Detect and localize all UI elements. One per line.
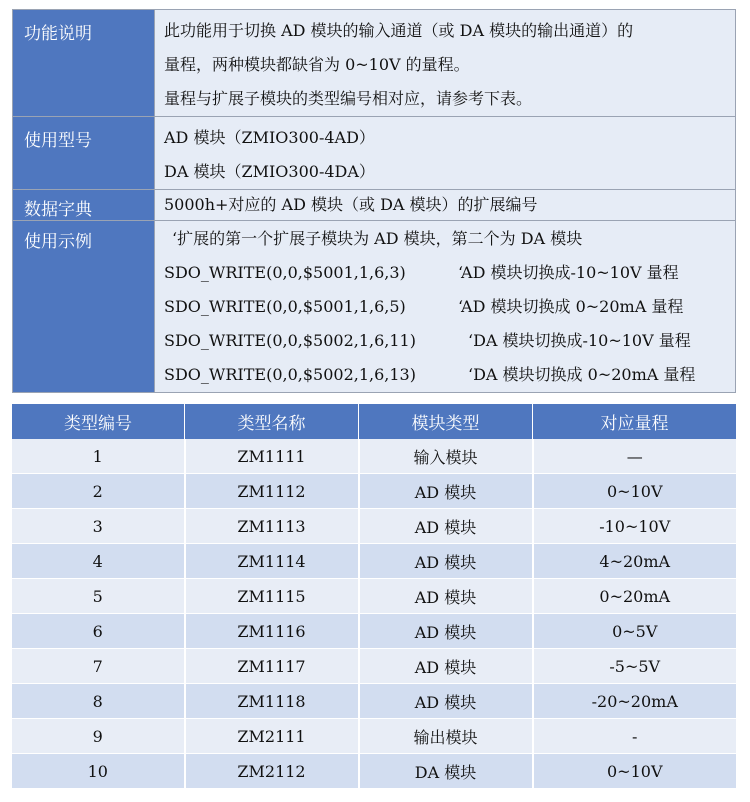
- cell-type-name: ZM1113: [185, 509, 359, 544]
- cell-module-type: 输出模块: [359, 719, 533, 754]
- table-row: [12, 719, 736, 754]
- dict-text: 5000h+对应的 AD 模块（或 DA 模块）的扩展编号: [164, 195, 538, 214]
- cell-type-number: 2: [12, 474, 185, 509]
- example-note: ‘DA 模块切换成-10~10V 量程: [468, 331, 691, 350]
- cell-type-number: 4: [12, 544, 185, 579]
- function-label: 功能说明: [13, 10, 155, 117]
- example-line: [164, 324, 735, 358]
- example-code: SDO_WRITE(0,0,$5002,1,6,13): [164, 365, 416, 384]
- table-row: [12, 754, 736, 789]
- table-row: [12, 509, 736, 544]
- example-label: 使用示例: [13, 221, 155, 393]
- function-line: 量程与扩展子模块的类型编号相对应，请参考下表。: [164, 89, 533, 108]
- cell-range: -10~10V: [533, 509, 737, 544]
- cell-module-type: AD 模块: [359, 509, 533, 544]
- example-line: [164, 358, 735, 392]
- header-module-type: 模块类型: [359, 404, 533, 439]
- cell-type-name: ZM1116: [185, 614, 359, 649]
- example-line: [164, 256, 735, 290]
- cell-type-name: ZM1111: [185, 439, 359, 474]
- dict-value: [155, 190, 736, 221]
- models-row: [13, 117, 736, 190]
- table-row: [12, 474, 736, 509]
- table-row: [12, 579, 736, 614]
- cell-type-number: 5: [12, 579, 185, 614]
- cell-module-type: AD 模块: [359, 614, 533, 649]
- cell-module-type: AD 模块: [359, 684, 533, 719]
- cell-type-number: 6: [12, 614, 185, 649]
- cell-module-type: AD 模块: [359, 474, 533, 509]
- table-row: [12, 649, 736, 684]
- function-description: [155, 10, 736, 117]
- cell-range: 0~10V: [533, 474, 737, 509]
- table-row: [12, 684, 736, 719]
- cell-type-name: ZM1118: [185, 684, 359, 719]
- cell-type-name: ZM2111: [185, 719, 359, 754]
- models-label: 使用型号: [13, 117, 155, 190]
- example-code: SDO_WRITE(0,0,$5002,1,6,11): [164, 331, 416, 350]
- example-code: SDO_WRITE(0,0,$5001,1,6,3): [164, 263, 406, 282]
- example-note: ‘AD 模块切换成 0~20mA 量程: [458, 297, 684, 316]
- cell-type-number: 10: [12, 754, 185, 789]
- cell-range: -: [533, 719, 737, 754]
- example-row: [13, 221, 736, 393]
- example-code: SDO_WRITE(0,0,$5001,1,6,5): [164, 297, 406, 316]
- cell-range: 4~20mA: [533, 544, 737, 579]
- table-row: [12, 614, 736, 649]
- cell-type-number: 9: [12, 719, 185, 754]
- table-row: [12, 439, 736, 474]
- cell-module-type: DA 模块: [359, 754, 533, 789]
- function-line: 量程，两种模块都缺省为 0~10V 的量程。: [164, 55, 470, 74]
- cell-range: 0~20mA: [533, 579, 737, 614]
- cell-range: —: [533, 439, 737, 474]
- function-line: 此功能用于切换 AD 模块的输入通道（或 DA 模块的输出通道）的: [164, 21, 634, 40]
- header-type-number: 类型编号: [12, 404, 185, 439]
- models-value: [155, 117, 736, 190]
- table-row: [12, 544, 736, 579]
- example-note: ‘AD 模块切换成-10~10V 量程: [458, 263, 679, 282]
- example-note: ‘DA 模块切换成 0~20mA 量程: [468, 365, 696, 384]
- range-table-header: [12, 404, 736, 439]
- cell-range: 0~10V: [533, 754, 737, 789]
- example-value: [155, 221, 736, 393]
- cell-module-type: AD 模块: [359, 649, 533, 684]
- header-type-name: 类型名称: [185, 404, 359, 439]
- cell-type-number: 3: [12, 509, 185, 544]
- example-line: [164, 290, 735, 324]
- cell-type-number: 1: [12, 439, 185, 474]
- model-item: AD 模块（ZMIO300-4AD）: [164, 128, 375, 147]
- cell-type-name: ZM1115: [185, 579, 359, 614]
- cell-range: -20~20mA: [533, 684, 737, 719]
- cell-type-name: ZM1117: [185, 649, 359, 684]
- cell-module-type: AD 模块: [359, 544, 533, 579]
- cell-module-type: 输入模块: [359, 439, 533, 474]
- range-table-body: [12, 439, 736, 789]
- cell-type-name: ZM1112: [185, 474, 359, 509]
- cell-type-name: ZM2112: [185, 754, 359, 789]
- dict-label: 数据字典: [13, 190, 155, 221]
- cell-module-type: AD 模块: [359, 579, 533, 614]
- cell-type-number: 8: [12, 684, 185, 719]
- model-item: DA 模块（ZMIO300-4DA）: [164, 162, 375, 181]
- example-comment: ‘扩展的第一个扩展子模块为 AD 模块，第二个为 DA 模块: [172, 229, 583, 248]
- function-info-table: [12, 9, 736, 393]
- cell-type-name: ZM1114: [185, 544, 359, 579]
- dict-row: [13, 190, 736, 221]
- cell-type-number: 7: [12, 649, 185, 684]
- range-table: [12, 404, 736, 789]
- cell-range: -5~5V: [533, 649, 737, 684]
- function-row: [13, 10, 736, 117]
- header-range: 对应量程: [533, 404, 737, 439]
- cell-range: 0~5V: [533, 614, 737, 649]
